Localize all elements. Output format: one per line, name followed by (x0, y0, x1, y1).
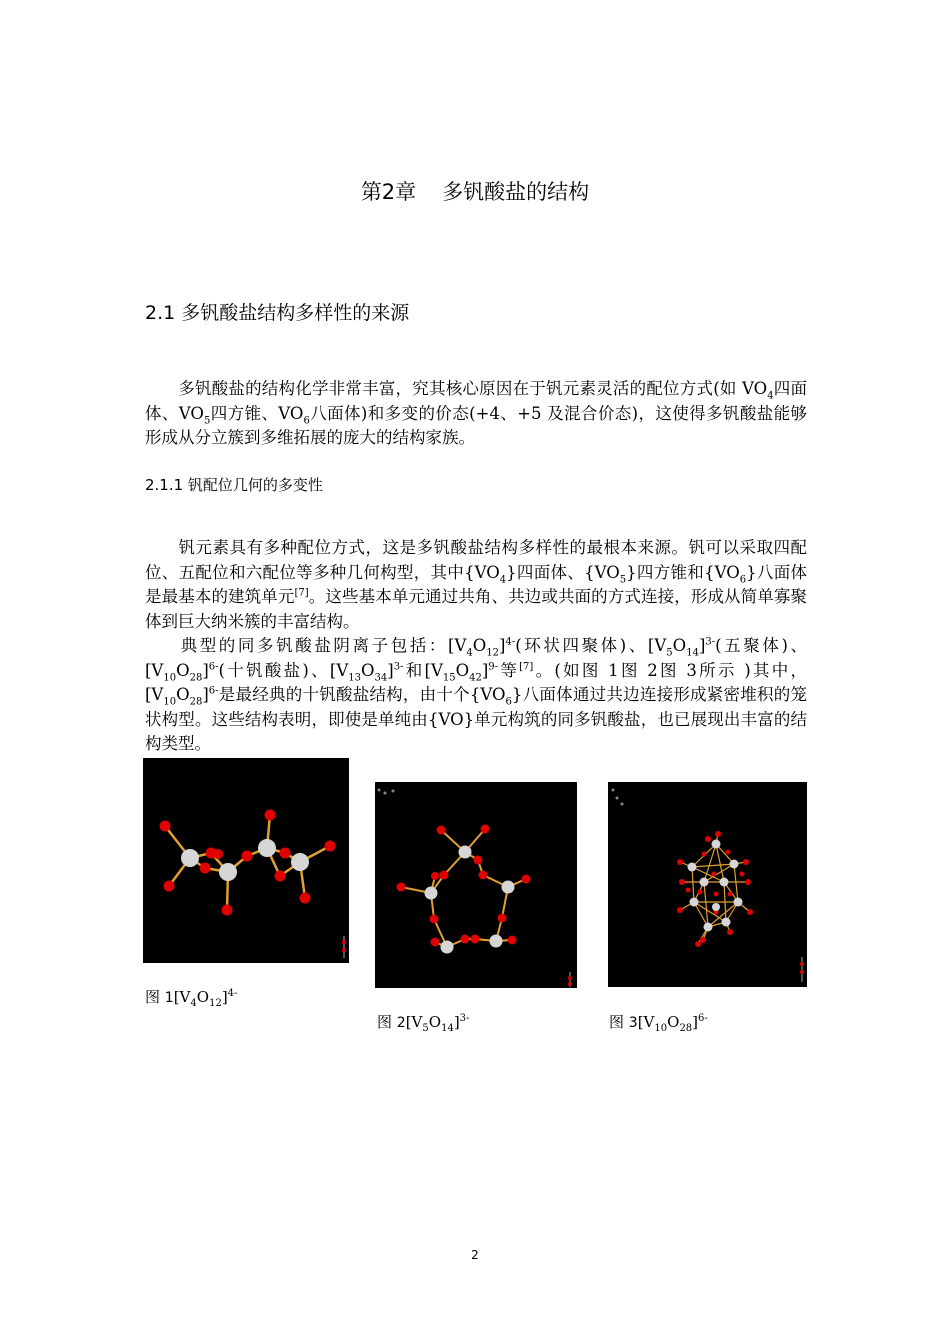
superscript: 6- (698, 1013, 708, 1024)
subscript: 28 (189, 671, 203, 683)
subscript: 5 (666, 647, 673, 659)
paragraph-body (145, 536, 807, 757)
caption-formula: ] (692, 1013, 699, 1031)
figure-2-caption (377, 1011, 469, 1032)
superscript: 4- (505, 636, 516, 648)
superscript: 9- (488, 661, 499, 672)
chapter-label: 第2章 (360, 180, 417, 204)
citation: [7] (294, 587, 309, 599)
subscript: 10 (163, 696, 177, 708)
caption-number: 2 (396, 1015, 406, 1031)
superscript: 6- (208, 661, 219, 672)
figure-1-caption (145, 986, 237, 1007)
paragraph-text: O (472, 636, 487, 655)
paragraph-text: (环状四聚体)、[V (515, 636, 667, 655)
paragraph-anions (145, 634, 807, 757)
paragraph-intro (145, 377, 807, 451)
caption-prefix: 图 (609, 1013, 629, 1031)
subscript: 4 (767, 390, 774, 402)
subscript: 28 (189, 696, 203, 708)
subscript: 34 (374, 671, 388, 683)
subscript: 12 (209, 998, 222, 1009)
subscript: 12 (486, 647, 500, 659)
paragraph-text: 和[V (403, 660, 443, 680)
paragraph-text: O (176, 685, 190, 704)
paragraph-text: 。这些基本单元通过共角、共边或共面的方式连接，形成从简单寡聚体到巨大纳米簇的丰富结构。 (145, 587, 808, 631)
paragraph-text: (十钒酸盐)、[V (218, 660, 349, 680)
section-title: 2.1 多钒酸盐结构多样性的来源 (145, 302, 410, 324)
caption-formula: ] (453, 1013, 460, 1031)
axis-marker (612, 789, 805, 983)
caption-number: 1 (164, 990, 174, 1006)
paragraph-text: O (455, 660, 470, 680)
paragraph-coordination (145, 536, 807, 634)
subscript: 14 (441, 1023, 454, 1034)
axis-marker (342, 936, 346, 958)
subscript: 15 (442, 671, 456, 683)
subscript: 4 (190, 998, 197, 1009)
subscript: 4 (466, 647, 473, 659)
paragraph-text: 四方锥、VO (210, 403, 304, 423)
paragraph-text: O (672, 636, 687, 655)
paragraph-text: }四面体、{VO (506, 562, 620, 582)
paragraph-text: ] (481, 660, 489, 680)
subscript: 14 (686, 647, 699, 659)
caption-formula: [V (637, 1013, 655, 1031)
paragraph-text: 是最经典的十钒酸盐结构，由十个{VO (218, 685, 506, 704)
subscript: 5 (422, 1023, 429, 1034)
paragraph-text: ] (202, 660, 209, 680)
chapter-name: 多钒酸盐的结构 (442, 180, 590, 204)
figure-1-molecule (143, 758, 349, 963)
subscript: 10 (654, 1023, 668, 1034)
subscript: 6 (739, 573, 747, 585)
paragraph-text: 四面体、VO (145, 379, 807, 423)
subscript: 4 (499, 573, 507, 585)
paragraph-text: }八面体是最基本的建筑单元 (145, 562, 808, 606)
superscript: 3- (459, 1013, 470, 1024)
caption-formula: ] (221, 988, 228, 1006)
chapter-title (0, 176, 950, 206)
bonds (680, 834, 750, 944)
paragraph-text: ] (387, 660, 394, 680)
vanadium-atoms (688, 840, 743, 932)
vanadium-atoms (425, 846, 515, 954)
paragraph-text: 钒元素具有多种配位方式，这是多钒酸盐结构多样性的最根本来源。钒可以采取四配位、五配位和六配位等多种几何构型，其中{VO (145, 538, 807, 582)
figure-2-svg (375, 782, 577, 988)
caption-formula: [V (173, 988, 191, 1006)
paragraph-text: ] (202, 685, 209, 704)
superscript: 6- (208, 685, 219, 697)
subscript: 28 (679, 1023, 693, 1034)
paragraph-text: ] (698, 636, 706, 655)
caption-formula: [V (405, 1013, 423, 1031)
caption-formula: O (428, 1013, 442, 1031)
paragraph-text: 典型的同多钒酸盐阴离子包括：[V (178, 636, 467, 655)
paragraph-text: 八面体)和多变的价态(+4、+5 及混合价态)，这使得多钒酸盐能够形成从分立簇到多维拓展的庞大的结构家族。 (145, 403, 808, 447)
subscript: 5 (203, 414, 211, 426)
paragraph-text: 多钒酸盐的结构化学非常丰富，究其核心原因在于钒元素灵活的配位方式(如 VO (178, 379, 768, 398)
figure-3-caption (609, 1011, 708, 1032)
citation: [7] (519, 661, 534, 672)
superscript: 3- (705, 636, 716, 648)
figure-3-svg (608, 782, 807, 987)
figure-1-svg (143, 758, 349, 963)
figure-3-molecule (608, 782, 807, 987)
paragraph-text: O (360, 660, 375, 680)
caption-formula: O (196, 988, 210, 1006)
subscript: 13 (348, 671, 361, 683)
page-number: 2 (471, 1248, 479, 1262)
subscript: 42 (469, 671, 482, 683)
caption-number: 3 (628, 1015, 638, 1031)
subscript: 5 (619, 573, 627, 585)
superscript: 4- (227, 988, 238, 999)
paragraph-text: }四方锥和{VO (626, 562, 740, 582)
paragraph-text: 等 (498, 660, 520, 680)
paragraph-text: 。(如图 1图 2图 3所示 )其中，[V (145, 660, 807, 704)
subscript: 6 (505, 696, 512, 708)
caption-formula: O (667, 1013, 680, 1031)
figure-2-molecule (375, 782, 577, 988)
paragraph-text: }八面体通过共边连接形成紧密堆积的笼状构型。这些结构表明，即使是单纯由{VO}单元构筑的同多钒酸盐，也已展现出丰富的结构类型。 (145, 685, 808, 753)
paragraph-text: ] (499, 636, 506, 655)
paragraph-text: O (176, 660, 190, 680)
caption-prefix: 图 (377, 1013, 397, 1031)
subscript: 6 (303, 414, 310, 426)
subsection-title: 2.1.1 钒配位几何的多变性 (145, 476, 323, 494)
superscript: 3- (393, 661, 404, 672)
caption-prefix: 图 (145, 988, 165, 1006)
subscript: 10 (163, 671, 177, 683)
paragraph-text: (五聚体)、[V (145, 636, 808, 680)
